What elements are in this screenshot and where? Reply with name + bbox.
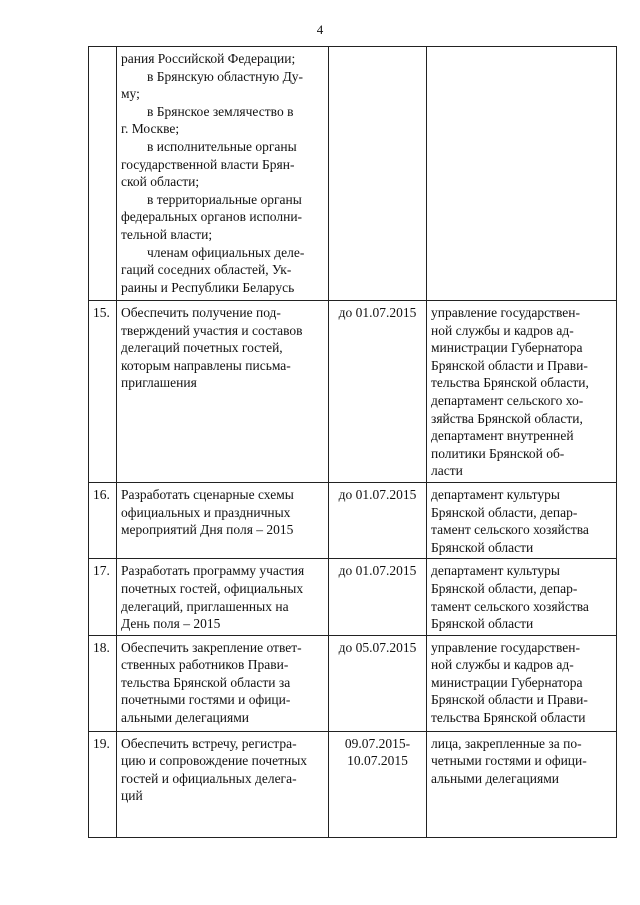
text-line: приглашения	[121, 375, 197, 391]
num-cell: 17.	[89, 559, 117, 635]
text-line: департамент культуры	[431, 563, 560, 579]
text-line: департамент внутренней	[431, 428, 574, 444]
text-line: в территориальные органы	[147, 191, 302, 207]
text-line: ственных работников Прави-	[121, 657, 289, 673]
text-line: управление государствен-	[431, 305, 580, 320]
text-line: тельной власти;	[121, 226, 213, 242]
responsible-cell	[427, 635, 617, 731]
text-line: тельства Брянской области за	[121, 674, 291, 690]
date-cell	[329, 559, 427, 635]
text-line: Брянской области, депар-	[431, 504, 578, 520]
text-line: цию и сопровождение почетных	[121, 753, 308, 769]
task-cell	[117, 47, 329, 301]
table-row	[89, 731, 617, 837]
table-row	[89, 635, 617, 731]
text-line: Обеспечить получение под-	[121, 305, 281, 320]
text-line: делегаций почетных гостей,	[121, 340, 283, 356]
text-line: тамент сельского хозяйства	[431, 598, 589, 614]
text-line: Разработать программу участия	[121, 563, 305, 579]
text-line: почетными гостями и офици-	[121, 692, 291, 708]
text-line: Брянской области, депар-	[431, 580, 578, 596]
text-line: ной службы и кадров ад-	[431, 657, 574, 673]
text-line: лица, закрепленные за по-	[431, 735, 582, 751]
text-line: тамент сельского хозяйства	[431, 522, 589, 538]
responsible-cell	[427, 482, 617, 558]
text-line: Обеспечить встречу, регистра-	[121, 735, 297, 751]
text-line: г. Москве;	[121, 121, 180, 137]
num-cell: 16.	[89, 482, 117, 558]
text-line: Разработать сценарные схемы	[121, 486, 294, 502]
page-number: 4	[316, 22, 324, 37]
num-cell: 15.	[89, 301, 117, 483]
text-line: в Брянское землячество в	[147, 103, 294, 119]
text-line: официальных и праздничных	[121, 504, 291, 520]
text-line: Брянской области	[431, 539, 534, 555]
text-line: до 01.07.2015	[338, 563, 417, 579]
text-line: ной службы и кадров ад-	[431, 322, 574, 338]
num-cell: 18.	[89, 635, 117, 731]
text-line: мероприятий Дня поля – 2015	[121, 522, 294, 538]
text-line: до 05.07.2015	[338, 639, 417, 655]
text-line: в Брянскую областную Ду-	[147, 68, 304, 84]
date-cell	[329, 301, 427, 483]
text-line: департамент сельского хо-	[431, 392, 584, 408]
date-cell	[329, 482, 427, 558]
text-line: членам официальных деле-	[147, 244, 305, 260]
plan-table	[88, 46, 617, 838]
table-row	[89, 301, 617, 483]
text-line: тельства Брянской области,	[431, 375, 589, 391]
text-line: альными делегациями	[431, 770, 559, 786]
task-cell	[117, 482, 329, 558]
task-cell	[117, 635, 329, 731]
text-line: департамент культуры	[431, 486, 560, 502]
text-line: политики Брянской об-	[431, 445, 565, 461]
text-line: ласти	[431, 463, 463, 479]
text-line: управление государствен-	[431, 639, 580, 655]
text-line: ской области;	[121, 174, 200, 190]
table-row	[89, 559, 617, 635]
date-cell	[329, 47, 427, 301]
text-line: альными делегациями	[121, 710, 249, 726]
text-line: которым направлены письма-	[121, 357, 291, 373]
text-line: до 01.07.2015	[338, 486, 417, 502]
text-line: День поля – 2015	[121, 616, 221, 632]
text-line: делегаций, приглашенных на	[121, 598, 289, 614]
text-line: му;	[121, 86, 140, 102]
text-line: федеральных органов исполни-	[121, 209, 303, 225]
text-line: гаций соседних областей, Ук-	[121, 262, 292, 278]
text-line: четными гостями и офици-	[431, 753, 587, 769]
text-line: Брянской области	[431, 616, 534, 632]
responsible-cell	[427, 559, 617, 635]
table-row-continuation	[89, 47, 617, 301]
text-line: раины и Республики Беларусь	[121, 279, 295, 295]
text-line: тверждений участия и составов	[121, 322, 303, 338]
text-line: зяйства Брянской области,	[431, 410, 583, 426]
text-line: тельства Брянской области	[431, 710, 586, 726]
responsible-cell	[427, 301, 617, 483]
text-line: рания Российской Федерации;	[121, 51, 296, 66]
num-cell: 19.	[89, 731, 117, 837]
responsible-cell	[427, 47, 617, 301]
task-cell	[117, 559, 329, 635]
text-line: государственной власти Брян-	[121, 156, 295, 172]
text-line: гостей и официальных делега-	[121, 770, 297, 786]
task-cell	[117, 301, 329, 483]
date-cell	[329, 731, 427, 837]
text-line: 09.07.2015-	[344, 735, 411, 751]
text-line: министрации Губернатора	[431, 674, 583, 690]
text-line: министрации Губернатора	[431, 340, 583, 356]
date-cell	[329, 635, 427, 731]
text-line: в исполнительные органы	[147, 138, 297, 154]
text-line: Брянской области и Прави-	[431, 357, 588, 373]
text-line: до 01.07.2015	[338, 305, 417, 320]
text-line: Обеспечить закрепление ответ-	[121, 639, 302, 655]
task-cell	[117, 731, 329, 837]
text-line: Брянской области и Прави-	[431, 692, 588, 708]
table-row	[89, 482, 617, 558]
text-line: ций	[121, 788, 143, 804]
num-cell	[89, 47, 117, 301]
text-line: почетных гостей, официальных	[121, 580, 304, 596]
responsible-cell	[427, 731, 617, 837]
text-line: 10.07.2015	[347, 753, 408, 769]
